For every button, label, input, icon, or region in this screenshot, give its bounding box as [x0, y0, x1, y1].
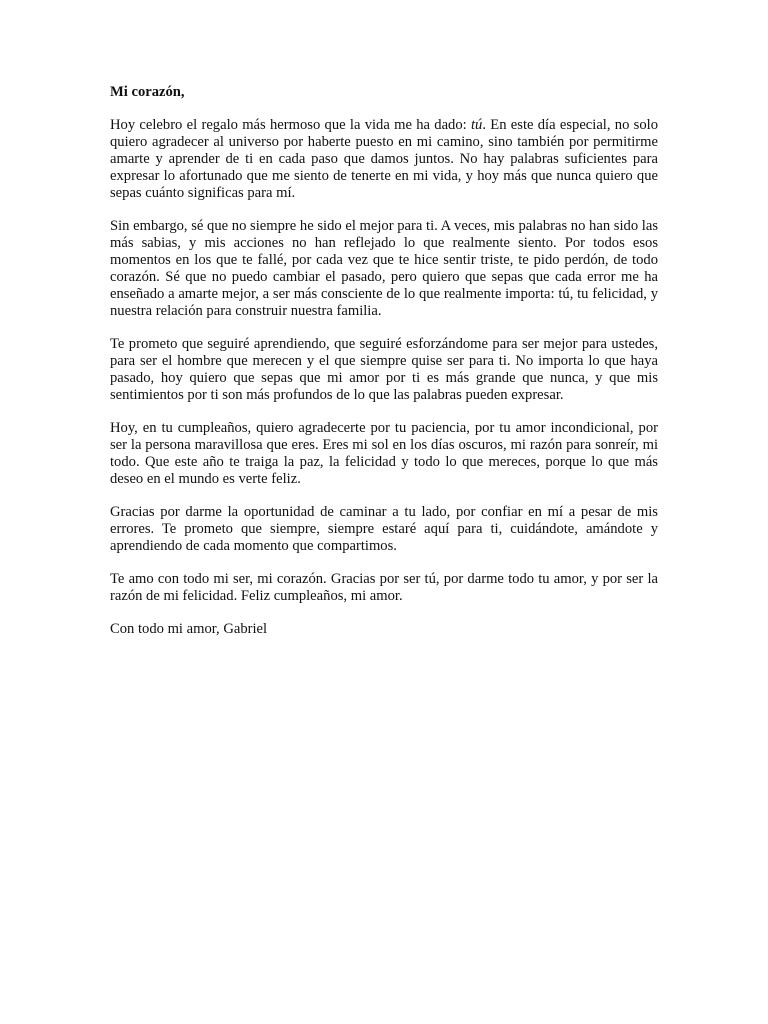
paragraph-5: Gracias por darme la oportunidad de caminar a tu lado, por confiar en mí a pesar de mis errores. Te prometo que siempre, siempre estaré aquí para ti, cuidándote, amándote y aprendiendo de cada momento que compartimos.	[110, 504, 658, 554]
paragraph-1-start: Hoy celebro el regalo más hermoso que la vida me ha dado:	[110, 117, 471, 133]
closing-signature: Con todo mi amor, Gabriel	[110, 621, 268, 637]
paragraph-6: Te amo con todo mi ser, mi corazón. Gracias por ser tú, por darme todo tu amor, y por ser la razón de mi felicidad. Feliz cumpleaños, mi amor.	[110, 571, 658, 604]
letter-body	[110, 84, 658, 638]
paragraph-4: Hoy, en tu cumpleaños, quiero agradecerte por tu paciencia, por tu amor incondicional, por ser la persona maravillosa que eres. Eres mi sol en los días oscuros, mi razón para sonreír, mi todo. Que este año te traiga la paz, la felicidad y todo lo que mereces, porque lo que más deseo en el mundo es verte feliz.	[110, 420, 658, 487]
paragraph-3: Te prometo que seguiré aprendiendo, que seguiré esforzándome para ser mejor para ustedes, para ser el hombre que merecen y el que siempre quise ser para ti. No importa lo que haya pasado, hoy quiero que sepas que mi amor por ti es más grande que nunca, y que mis sentimientos por ti son más profundos de lo que las palabras pueden expresar.	[110, 336, 658, 403]
paragraph-1-emphasis: tú	[471, 117, 483, 133]
paragraph-2: Sin embargo, sé que no siempre he sido el mejor para ti. A veces, mis palabras no han sido las más sabias, y mis acciones no han reflejado lo que realmente siento. Por todos esos momentos en los que te fallé, por cada vez que te hice sentir triste, te pido perdón, de todo corazón. Sé que no puedo cambiar el pasado, pero quiero que sepas que cada error me ha enseñado a amarte mejor, a ser más consciente de lo que realmente importa: tú, tu felicidad, y nuestra relación para construir nuestra familia.	[110, 218, 658, 319]
salutation: Mi corazón,	[110, 84, 185, 100]
paragraph-1-rest: . En este día especial, no solo quiero agradecer al universo por haberte puesto en mi camino, sino también por permitirme amarte y aprender de ti en cada paso que damos juntos. No hay palabras suficientes para expresar lo afortunado que me siento de tenerte en mi vida, y hoy más que nunca quiero que sepas cuánto significas para mí.	[110, 117, 658, 201]
paragraph-1	[110, 117, 658, 202]
